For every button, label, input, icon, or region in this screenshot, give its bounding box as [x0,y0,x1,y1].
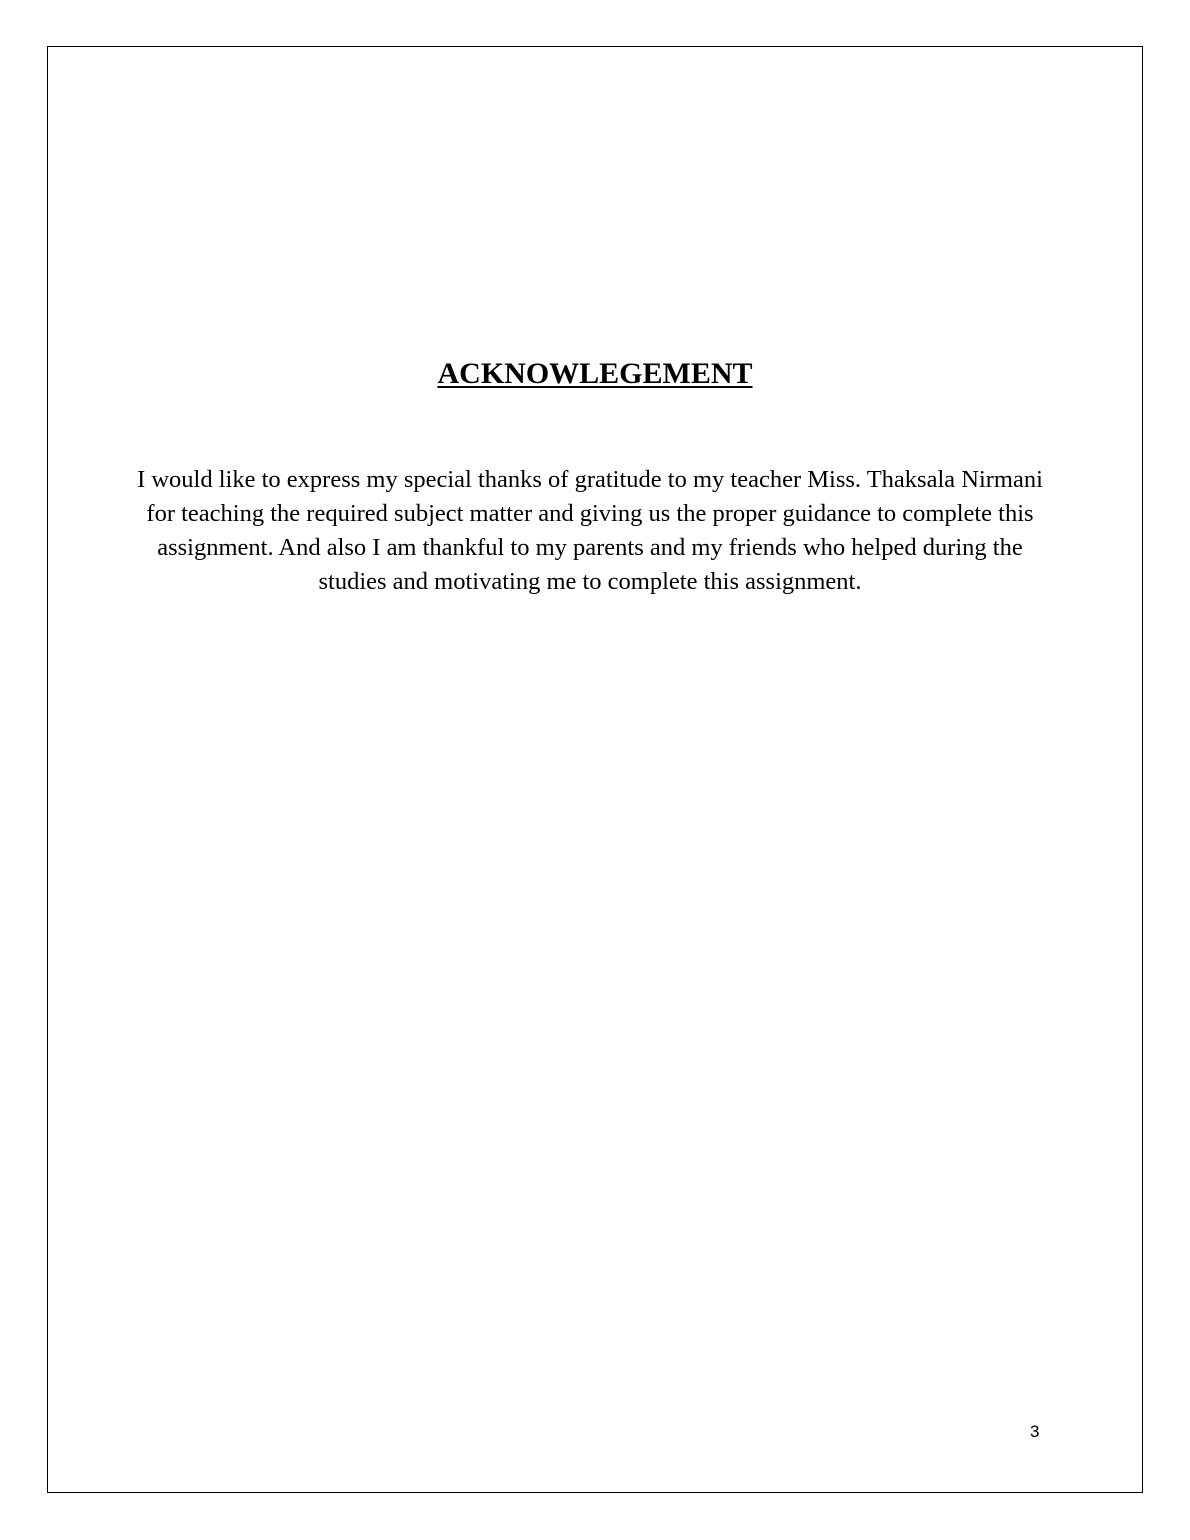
acknowledgement-paragraph: I would like to express my special thanks of gratitude to my teacher Miss. Thaksala Nirmani for teaching the required subject matter and giving us the proper guidance to complete this assignment. And also I am thankful to my parents and my friends who helped during the studies and motivating me to complete this assignment. [137,466,1043,595]
page-border [47,46,1143,1493]
page-title: ACKNOWLEGEMENT [437,357,753,390]
page-number: 3 [1030,1422,1040,1441]
